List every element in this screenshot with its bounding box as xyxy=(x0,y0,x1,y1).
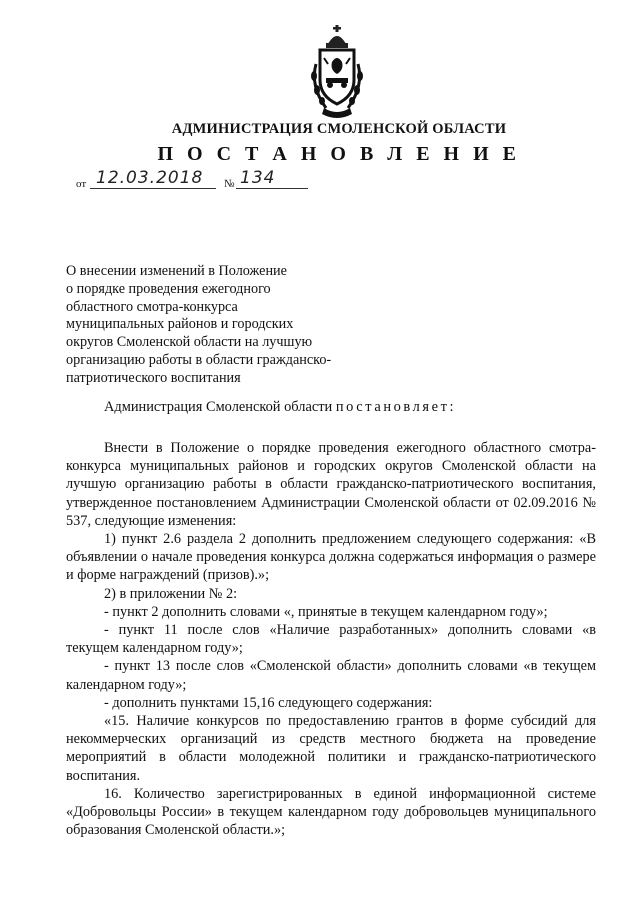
quote-item-15: «15. Наличие конкурсов по предоставлению грантов в форме субсидий для некоммерческих организаций из средств местного бюджета на проведение мероприятий в области молодежной политики и гражданско-патриотического воспитания. xyxy=(66,713,596,784)
subject-line: муниципальных районов и городских xyxy=(66,316,294,333)
subitem-paragraph: - пункт 2 дополнить словами «, принятые в текущем календарном году»; xyxy=(104,603,548,620)
document-type-title: П О С Т А Н О В Л Е Н И Е xyxy=(157,143,521,165)
item-1-paragraph: 1) пункт 2.6 раздела 2 дополнить предложением следующего содержания: «В объявлении о начале проведения конкурса должна содержаться информация о размере и форме награждений (призов).»; xyxy=(66,531,596,584)
date-prefix: от xyxy=(76,178,87,190)
subject-line: патриотического воспитания xyxy=(66,369,241,386)
coat-of-arms-emblem xyxy=(306,24,368,120)
number-prefix: № xyxy=(224,178,235,190)
lead-text: Администрация Смоленской области xyxy=(104,399,333,415)
quote-item-16: 16. Количество зарегистрированных в единой информационной системе «Добровольцы России» в текущем календарном году добровольцев муниципального образования Смоленской области.»; xyxy=(66,785,596,839)
document-subject xyxy=(66,263,366,388)
lead-resolves: постановляет: xyxy=(335,399,457,415)
resolution-lead xyxy=(104,399,456,416)
intro-paragraph: Внести в Положение о порядке проведения ежегодного областного смотра-конкурса муниципальных районов и городских округов Смоленской области на лучшую организацию работы в области гражданско-патриотического воспитания, утвержденное постановлением Администрации Смоленской области от 02.09.2016 № 537, следующие изменения: xyxy=(66,440,596,529)
subitem-paragraph: - пункт 13 после слов «Смоленской области» дополнить словами «в текущем календарном году»; xyxy=(66,658,596,693)
subject-line: О внесении изменений в Положение xyxy=(66,263,287,279)
subitem-paragraph: - пункт 11 после слов «Наличие разработанных» дополнить словами «в текущем календарном году»; xyxy=(66,622,596,657)
subject-line: областного смотра-конкурса xyxy=(66,298,238,315)
item-2-paragraph: 2) в приложении № 2: xyxy=(104,585,238,602)
subitem-paragraph: - дополнить пунктами 15,16 следующего содержания: xyxy=(104,694,433,711)
organization-name: АДМИНИСТРАЦИЯ СМОЛЕНСКОЙ ОБЛАСТИ xyxy=(171,121,507,137)
number-underline xyxy=(236,188,308,189)
document-body xyxy=(66,439,596,839)
subject-line: округов Смоленской области на лучшую xyxy=(66,334,313,351)
handwritten-date: 12.03.2018 xyxy=(96,168,204,188)
subject-line: организацию работы в области гражданско- xyxy=(66,351,332,368)
subject-line: о порядке проведения ежегодного xyxy=(66,280,271,297)
handwritten-number: 134 xyxy=(240,168,276,188)
date-underline xyxy=(90,188,216,189)
